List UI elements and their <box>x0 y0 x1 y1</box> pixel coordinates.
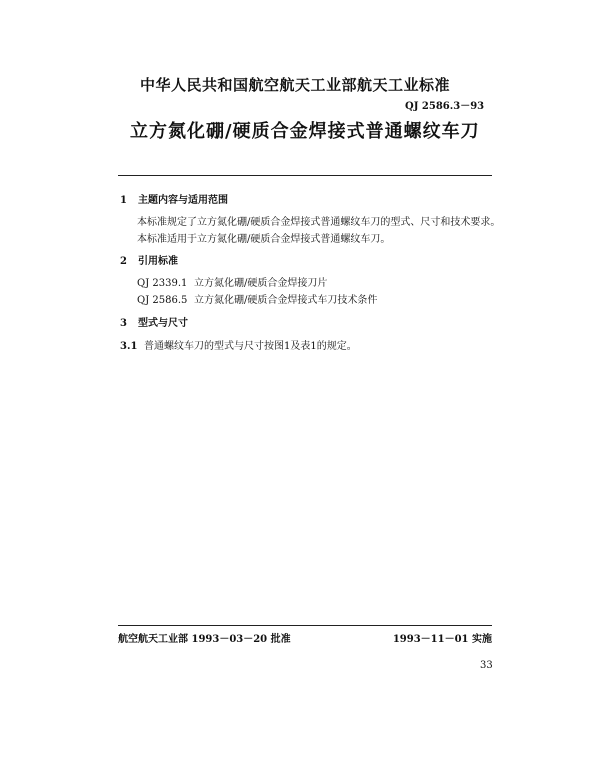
section-3-1-clause: 3.1 普通螺纹车刀的型式与尺寸按图1及表1的规定。 <box>120 341 357 352</box>
section-3-heading: 3 型式与尺寸 <box>120 318 188 329</box>
reference-item: QJ 2339.1 立方氮化硼/硬质合金焊接刀片 <box>137 278 328 289</box>
issuer-heading: 中华人民共和国航空航天工业部航天工业标准 <box>140 76 451 94</box>
page-number: 33 <box>480 660 493 671</box>
footer-divider <box>118 625 492 626</box>
section-1-heading: 1 主题内容与适用范围 <box>120 195 228 206</box>
effective-date: 1993－11－01 实施 <box>392 634 492 645</box>
approval-date: 航空航天工业部 1993－03－20 批准 <box>118 634 291 645</box>
section-1-paragraph: 本标准适用于立方氮化硼/硬质合金焊接式普通螺纹车刀。 <box>137 234 391 245</box>
reference-item: QJ 2586.5 立方氮化硼/硬质合金焊接式车刀技术条件 <box>137 295 378 306</box>
standard-code: QJ 2586.3－93 <box>405 101 485 112</box>
header-divider <box>118 175 492 176</box>
document-title: 立方氮化硼/硬质合金焊接式普通螺纹车刀 <box>130 121 480 142</box>
section-2-heading: 2 引用标准 <box>120 256 178 267</box>
section-1-paragraph: 本标准规定了立方氮化硼/硬质合金焊接式普通螺纹车刀的型式、尺寸和技术要求。 <box>137 217 501 228</box>
